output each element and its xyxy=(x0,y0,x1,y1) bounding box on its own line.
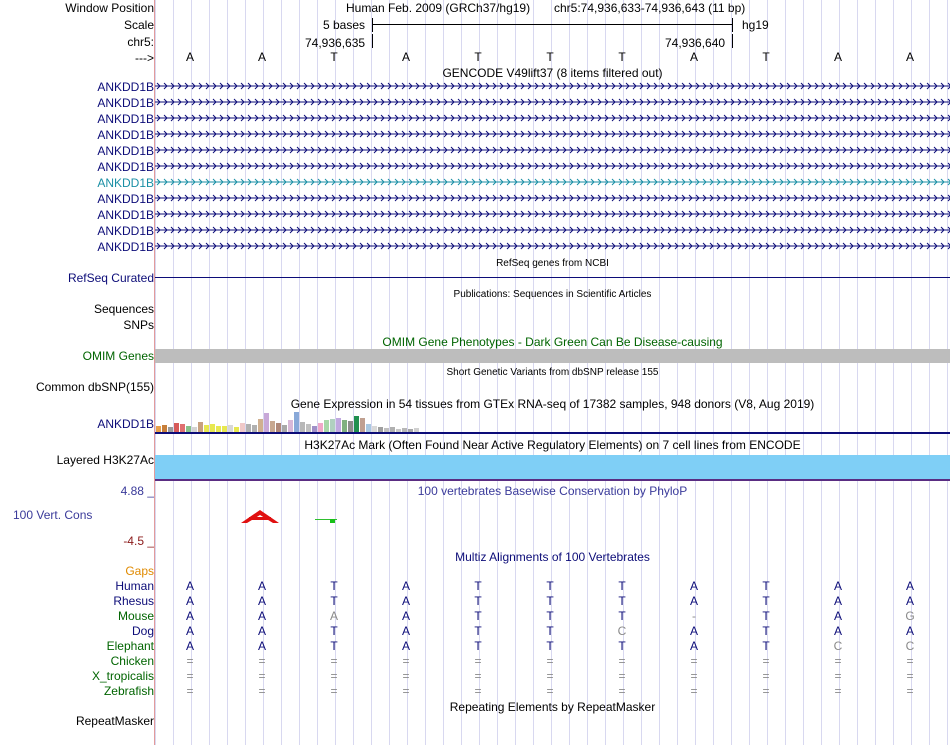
omim-track-title: OMIM Gene Phenotypes - Dark Green Can Be Disease-causing xyxy=(382,335,723,349)
multiz-base: = xyxy=(258,654,266,668)
gtex-tissue-bar[interactable] xyxy=(336,418,341,432)
multiz-base: = xyxy=(474,654,482,668)
gencode-transcript-row[interactable] xyxy=(155,225,950,235)
multiz-base: T xyxy=(618,579,626,593)
multiz-base: = xyxy=(258,669,266,683)
multiz-track-title: Multiz Alignments of 100 Vertebrates xyxy=(455,550,650,564)
publications-label-sequences[interactable]: Sequences xyxy=(93,302,154,316)
multiz-base: A xyxy=(185,639,194,653)
gtex-tissue-bar[interactable] xyxy=(348,421,353,432)
gencode-gene-label[interactable]: ANKDD1B xyxy=(97,144,154,158)
multiz-base: A xyxy=(257,639,266,653)
track-image-area[interactable] xyxy=(155,0,950,745)
multiz-base: = xyxy=(330,654,338,668)
window-position-label: Window Position xyxy=(65,1,154,15)
gencode-transcript-row[interactable] xyxy=(155,193,950,203)
multiz-base: = xyxy=(762,684,770,698)
gtex-tissue-bar[interactable] xyxy=(306,424,311,432)
gtex-track-label[interactable]: ANKDD1B xyxy=(97,417,154,431)
gtex-tissue-bar[interactable] xyxy=(366,424,371,432)
multiz-base: T xyxy=(618,609,626,623)
gtex-tissue-bar[interactable] xyxy=(204,425,209,432)
multiz-species-label[interactable]: Zebrafish xyxy=(103,684,154,698)
reference-base: A xyxy=(689,50,698,64)
multiz-base: A xyxy=(185,624,194,638)
phylop-track-label[interactable]: 100 Vert. Cons xyxy=(13,508,93,522)
gencode-transcript-row[interactable] xyxy=(155,161,950,171)
gencode-gene-label[interactable]: ANKDD1B xyxy=(97,208,154,222)
multiz-base: A xyxy=(257,624,266,638)
gtex-tissue-bar[interactable] xyxy=(294,412,299,432)
omim-track-label[interactable]: OMIM Genes xyxy=(82,349,154,363)
multiz-base: T xyxy=(474,609,482,623)
multiz-base: A xyxy=(185,594,194,608)
gtex-track-title: Gene Expression in 54 tissues from GTEx RNA-seq of 17382 samples, 948 donors (V8, Aug 2019) xyxy=(290,397,815,411)
gaps-label: Gaps xyxy=(125,564,154,578)
repeatmasker-track-label[interactable]: RepeatMasker xyxy=(75,714,154,728)
omim-feature-bar[interactable] xyxy=(155,349,950,363)
multiz-base: A xyxy=(329,609,338,623)
gtex-tissue-bar[interactable] xyxy=(354,416,359,432)
multiz-species-label[interactable]: Mouse xyxy=(117,609,154,623)
multiz-base: A xyxy=(401,594,410,608)
gencode-transcript-row[interactable] xyxy=(155,241,950,251)
multiz-base: T xyxy=(762,624,770,638)
dbsnp-track-label[interactable]: Common dbSNP(155) xyxy=(35,380,154,394)
gencode-transcript-row[interactable] xyxy=(155,129,950,139)
multiz-base: = xyxy=(402,684,410,698)
gencode-transcript-row[interactable] xyxy=(155,81,950,91)
assembly-text: Human Feb. 2009 (GRCh37/hg19) xyxy=(346,1,531,15)
gencode-gene-label[interactable]: ANKDD1B xyxy=(97,112,154,126)
gtex-tissue-bar[interactable] xyxy=(174,423,179,432)
publications-track-title: Publications: Sequences in Scientific Articles xyxy=(453,289,652,300)
gencode-track-title: GENCODE V49lift37 (8 items filtered out) xyxy=(442,66,663,80)
gtex-tissue-bar[interactable] xyxy=(258,419,263,432)
gencode-transcript-row[interactable] xyxy=(155,113,950,123)
phylop-min-label: -4.5 _ xyxy=(123,534,154,548)
multiz-base: = xyxy=(906,654,914,668)
multiz-base: = xyxy=(690,669,698,683)
refseq-track-title: RefSeq genes from NCBI xyxy=(496,258,609,269)
h3k27ac-signal[interactable] xyxy=(155,455,950,479)
reference-base: A xyxy=(185,50,194,64)
gtex-tissue-bar[interactable] xyxy=(282,425,287,432)
multiz-base: = xyxy=(402,654,410,668)
gtex-tissue-bar[interactable] xyxy=(300,422,305,432)
reference-base: A xyxy=(905,50,914,64)
multiz-base: A xyxy=(689,579,698,593)
multiz-base: A xyxy=(905,594,914,608)
multiz-base: = xyxy=(330,684,338,698)
multiz-base: = xyxy=(546,654,554,668)
multiz-base: = xyxy=(618,669,626,683)
multiz-base: A xyxy=(833,579,842,593)
multiz-base: = xyxy=(546,684,554,698)
multiz-base: T xyxy=(546,609,554,623)
multiz-base: T xyxy=(330,624,338,638)
multiz-base: A xyxy=(401,639,410,653)
multiz-base: A xyxy=(185,609,194,623)
multiz-base: A xyxy=(401,624,410,638)
multiz-base: G xyxy=(905,609,915,623)
gtex-tissue-bar[interactable] xyxy=(288,420,293,432)
multiz-base: = xyxy=(474,684,482,698)
multiz-base: A xyxy=(833,624,842,638)
multiz-base: = xyxy=(906,684,914,698)
scale-text: 5 bases xyxy=(323,18,366,32)
multiz-base: = xyxy=(186,654,194,668)
multiz-base: A xyxy=(905,624,914,638)
gtex-tissue-bar[interactable] xyxy=(330,419,335,432)
multiz-base: = xyxy=(186,669,194,683)
multiz-base: = xyxy=(618,684,626,698)
multiz-base: A xyxy=(833,594,842,608)
multiz-base: T xyxy=(618,594,626,608)
reference-base: A xyxy=(833,50,842,64)
gtex-expression-bars[interactable] xyxy=(155,410,950,432)
multiz-base: - xyxy=(692,609,696,623)
multiz-base: T xyxy=(762,639,770,653)
gencode-gene-label[interactable]: ANKDD1B xyxy=(97,176,154,190)
h3k27ac-track-label[interactable]: Layered H3K27Ac xyxy=(56,453,154,467)
gencode-gene-label[interactable]: ANKDD1B xyxy=(97,160,154,174)
multiz-base: = xyxy=(834,654,842,668)
gencode-gene-label[interactable]: ANKDD1B xyxy=(97,192,154,206)
multiz-species-label[interactable]: Elephant xyxy=(106,639,154,653)
gencode-transcript-row[interactable] xyxy=(155,97,950,107)
multiz-base: C xyxy=(617,624,627,638)
reference-base: T xyxy=(474,50,482,64)
multiz-species-label[interactable]: Rhesus xyxy=(113,594,154,608)
gencode-gene-label[interactable]: ANKDD1B xyxy=(97,80,154,94)
multiz-base: = xyxy=(834,669,842,683)
multiz-base: T xyxy=(474,579,482,593)
reference-base: T xyxy=(618,50,626,64)
multiz-base: T xyxy=(330,594,338,608)
multiz-base: = xyxy=(546,669,554,683)
gencode-transcript-row[interactable] xyxy=(155,145,950,155)
reference-base: T xyxy=(330,50,338,64)
phylop-logo-a[interactable] xyxy=(235,508,295,524)
gtex-tissue-bar[interactable] xyxy=(276,423,281,432)
multiz-base: = xyxy=(402,669,410,683)
multiz-base: T xyxy=(330,579,338,593)
multiz-base: T xyxy=(474,594,482,608)
refseq-gene-line[interactable] xyxy=(155,277,950,278)
multiz-base: T xyxy=(330,639,338,653)
multiz-base: A xyxy=(401,579,410,593)
scale-bar-right-tick xyxy=(732,18,733,32)
multiz-base: = xyxy=(330,669,338,683)
multiz-base: T xyxy=(762,609,770,623)
multiz-base: = xyxy=(186,684,194,698)
gtex-baseline xyxy=(155,432,950,434)
repeatmasker-track-title: Repeating Elements by RepeatMasker xyxy=(449,700,656,714)
multiz-base: = xyxy=(618,654,626,668)
gtex-tissue-bar[interactable] xyxy=(360,418,365,432)
gtex-tissue-bar[interactable] xyxy=(318,423,323,432)
reference-base: A xyxy=(257,50,266,64)
strand-arrow-label[interactable]: ---> xyxy=(135,51,154,65)
gtex-tissue-bar[interactable] xyxy=(162,425,167,432)
reference-base: A xyxy=(401,50,410,64)
coord-left: 74,936,635 xyxy=(305,36,366,50)
gencode-transcript-row[interactable] xyxy=(155,209,950,219)
gencode-gene-label[interactable]: ANKDD1B xyxy=(97,224,154,238)
multiz-base: = xyxy=(906,669,914,683)
multiz-species-label[interactable]: X_tropicalis xyxy=(91,669,154,683)
multiz-species-label[interactable]: Dog xyxy=(131,624,154,638)
multiz-base: T xyxy=(762,594,770,608)
phylop-max-label: 4.88 _ xyxy=(120,484,154,498)
gtex-tissue-bar[interactable] xyxy=(198,422,203,432)
multiz-base: A xyxy=(257,579,266,593)
multiz-base: A xyxy=(833,609,842,623)
gtex-tissue-bar[interactable] xyxy=(342,420,347,432)
h3k27ac-baseline xyxy=(155,479,950,481)
multiz-base: C xyxy=(833,639,843,653)
gencode-transcript-row[interactable] xyxy=(155,177,950,187)
multiz-base: C xyxy=(905,639,915,653)
publications-label-snps[interactable]: SNPs xyxy=(123,318,154,332)
gtex-tissue-bar[interactable] xyxy=(264,413,269,432)
multiz-base: = xyxy=(762,654,770,668)
scale-label: Scale xyxy=(123,18,154,32)
gencode-gene-label[interactable]: ANKDD1B xyxy=(97,240,154,254)
gencode-gene-label[interactable]: ANKDD1B xyxy=(97,128,154,142)
multiz-base: = xyxy=(474,669,482,683)
multiz-base: A xyxy=(689,594,698,608)
multiz-base: A xyxy=(689,639,698,653)
multiz-base: T xyxy=(474,624,482,638)
phylop-track-title: 100 vertebrates Basewise Conservation by PhyloP xyxy=(417,484,688,498)
scale-bar-left-tick xyxy=(372,18,373,32)
refseq-track-label[interactable]: RefSeq Curated xyxy=(67,271,154,285)
coord-right-tick xyxy=(732,34,733,48)
chr-label: chr5: xyxy=(127,35,154,49)
gtex-tissue-bar[interactable] xyxy=(228,425,233,432)
multiz-base: = xyxy=(690,654,698,668)
gtex-tissue-bar[interactable] xyxy=(180,424,185,432)
multiz-base: A xyxy=(401,609,410,623)
scale-db: hg19 xyxy=(742,18,769,32)
multiz-base: = xyxy=(258,684,266,698)
h3k27ac-track-title: H3K27Ac Mark (Often Found Near Active Regulatory Elements) on 7 cell lines from ENCODE xyxy=(304,438,801,452)
multiz-base: T xyxy=(546,594,554,608)
multiz-base: T xyxy=(546,579,554,593)
multiz-base: = xyxy=(690,684,698,698)
reference-base: T xyxy=(762,50,770,64)
gtex-tissue-bar[interactable] xyxy=(324,420,329,432)
gtex-tissue-bar[interactable] xyxy=(210,424,215,432)
coord-right: 74,936,640 xyxy=(665,36,726,50)
multiz-base: A xyxy=(905,579,914,593)
multiz-base: T xyxy=(546,639,554,653)
multiz-base: T xyxy=(546,624,554,638)
multiz-base: A xyxy=(689,624,698,638)
gencode-gene-label[interactable]: ANKDD1B xyxy=(97,96,154,110)
gtex-tissue-bar[interactable] xyxy=(252,425,257,432)
position-text: chr5:74,936,633-74,936,643 (11 bp) xyxy=(554,1,746,15)
dbsnp-track-title: Short Genetic Variants from dbSNP release 155 xyxy=(446,367,659,378)
coord-left-tick xyxy=(372,34,373,48)
multiz-base: T xyxy=(762,579,770,593)
scale-bar xyxy=(372,24,732,25)
multiz-base: T xyxy=(474,639,482,653)
gtex-tissue-bar[interactable] xyxy=(270,421,275,432)
phylop-green-mark[interactable] xyxy=(330,519,335,523)
multiz-species-label[interactable]: Chicken xyxy=(110,654,154,668)
multiz-base: A xyxy=(185,579,194,593)
multiz-base: T xyxy=(618,639,626,653)
gtex-tissue-bar[interactable] xyxy=(240,423,245,432)
multiz-base: = xyxy=(834,684,842,698)
reference-base: T xyxy=(546,50,554,64)
multiz-species-label[interactable]: Human xyxy=(115,579,154,593)
multiz-base: = xyxy=(762,669,770,683)
multiz-base: A xyxy=(257,609,266,623)
gtex-tissue-bar[interactable] xyxy=(246,424,251,432)
multiz-base: A xyxy=(257,594,266,608)
